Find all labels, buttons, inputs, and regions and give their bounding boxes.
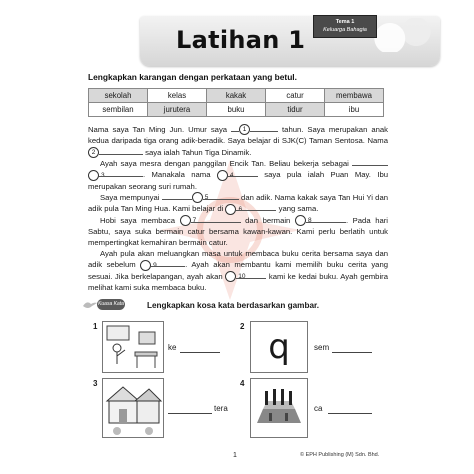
answer-prefix: ke [168,343,177,352]
answer-line[interactable] [328,412,372,414]
answer-prefix: ca [314,404,323,413]
blank-number: 2 [88,147,99,158]
answer-line[interactable] [332,351,372,353]
classroom-picture [102,321,164,373]
word-cell: buku [207,103,266,117]
blank-number: 8 [295,215,306,226]
blank-number: 6 [225,204,236,215]
theme-label: Tema 1 [335,19,355,25]
word-bank-table [88,88,384,117]
blank-number: 5 [192,192,203,203]
instruction-2: Lengkapkan kosa kata berdasarkan gambar. [147,301,320,310]
blank-number: 9 [140,260,151,271]
theme-name: Keluarga Bahagia [323,27,367,33]
answer-blank[interactable] [236,203,276,211]
question-number: 4 [240,379,245,388]
answer-line[interactable] [168,412,212,414]
publisher-credit: © EPH Publishing (M) Sdn. Bhd. [300,452,380,458]
question-number: 1 [93,322,98,331]
answer-prefix: sem [314,343,330,352]
answer-blank[interactable] [203,192,239,200]
letter-picture [250,321,308,373]
word-cell: kelas [148,89,207,103]
passage [88,124,388,293]
answer-blank[interactable] [250,124,278,132]
question-number: 2 [240,322,245,331]
answer-blank[interactable] [151,259,185,267]
word-bank-row [89,103,384,117]
blank-number: 4 [217,170,228,181]
paragraph-3: Saya mempunyai 5 dan adik. Nama kakak saya Tan Hui Yi dan adik pula Tan Ming Hua. Kami belajar di 6 yang sama. [88,192,388,214]
page-title: Latihan 1 [176,26,306,54]
word-cell: sembilan [89,103,148,117]
blank-number: 10 [225,271,236,282]
house-picture [102,378,164,438]
word-cell: sekolah [89,89,148,103]
word-cell: jurutera [148,103,207,117]
answer-blank[interactable] [99,169,143,177]
cloud-decoration [370,18,436,52]
blank-number: 3 [88,170,99,181]
theme-label-box [313,15,377,38]
word-cell: tidur [266,103,325,117]
word-cell: catur [266,89,325,103]
paragraph-1: Nama saya Tan Ming Jun. Umur saya 1 tahun. Saya merupakan anak kedua daripada tiga orang adik-beradik. Saya belajar di SJK(C) Taman Sentosa. Nama 2 saya ialah Tahun Tiga Dinamik. [88,125,388,157]
instruction-1: Lengkapkan karangan dengan perkataan yang betul. [88,72,297,82]
blank-number: 7 [180,215,191,226]
chess-picture [250,378,308,438]
classroom-icon [103,322,163,372]
answer-blank[interactable] [306,215,346,223]
word-bank-row [89,89,384,103]
answer-line[interactable] [180,351,220,353]
blank-number: 1 [239,124,250,135]
word-cell: membawa [325,89,384,103]
answer-blank[interactable] [99,147,143,155]
badge-label: Kuasa Kata [97,299,125,310]
terrace-house-icon [103,379,163,437]
answer-blank[interactable] [236,271,266,279]
answer-blank[interactable] [191,215,241,223]
word-cell: ibu [325,103,384,117]
bird-icon [82,300,98,310]
answer-suffix: tera [214,404,228,413]
word-cell: kakak [207,89,266,103]
paragraph-2: Ayah saya mesra dengan panggilan Encik Tan. Beliau bekerja sebagai 3 . Manakala nama 4 saya pula ialah Puan May. Ibu merupakan seorang suri rumah. [88,159,389,191]
question-number: 3 [93,379,98,388]
page-number: 1 [233,452,237,459]
paragraph-4: Hobi saya membaca 7 dan bermain 8 . Pada hari Sabtu, saya suka bermain catur bersama kawan-kawan. Kami perlu berlatih untuk mempertingkat kemahiran bermain catur. [88,215,389,248]
chess-board-icon [251,379,307,437]
answer-blank[interactable] [228,169,258,177]
kuasa-kata-badge [82,298,142,312]
paragraph-5: Ayah pula akan meluangkan masa untuk membaca buku cerita bersama saya dan adik sebelum 9 . Ayah akan membantu kami memilih buku cerita yang sesuai. Jika berkelapangan, ayah akan 10 kami ke kedai buku. Ayah gembira melihat kami suka membaca buku. [88,249,389,293]
letter-q-icon: q [268,327,290,367]
